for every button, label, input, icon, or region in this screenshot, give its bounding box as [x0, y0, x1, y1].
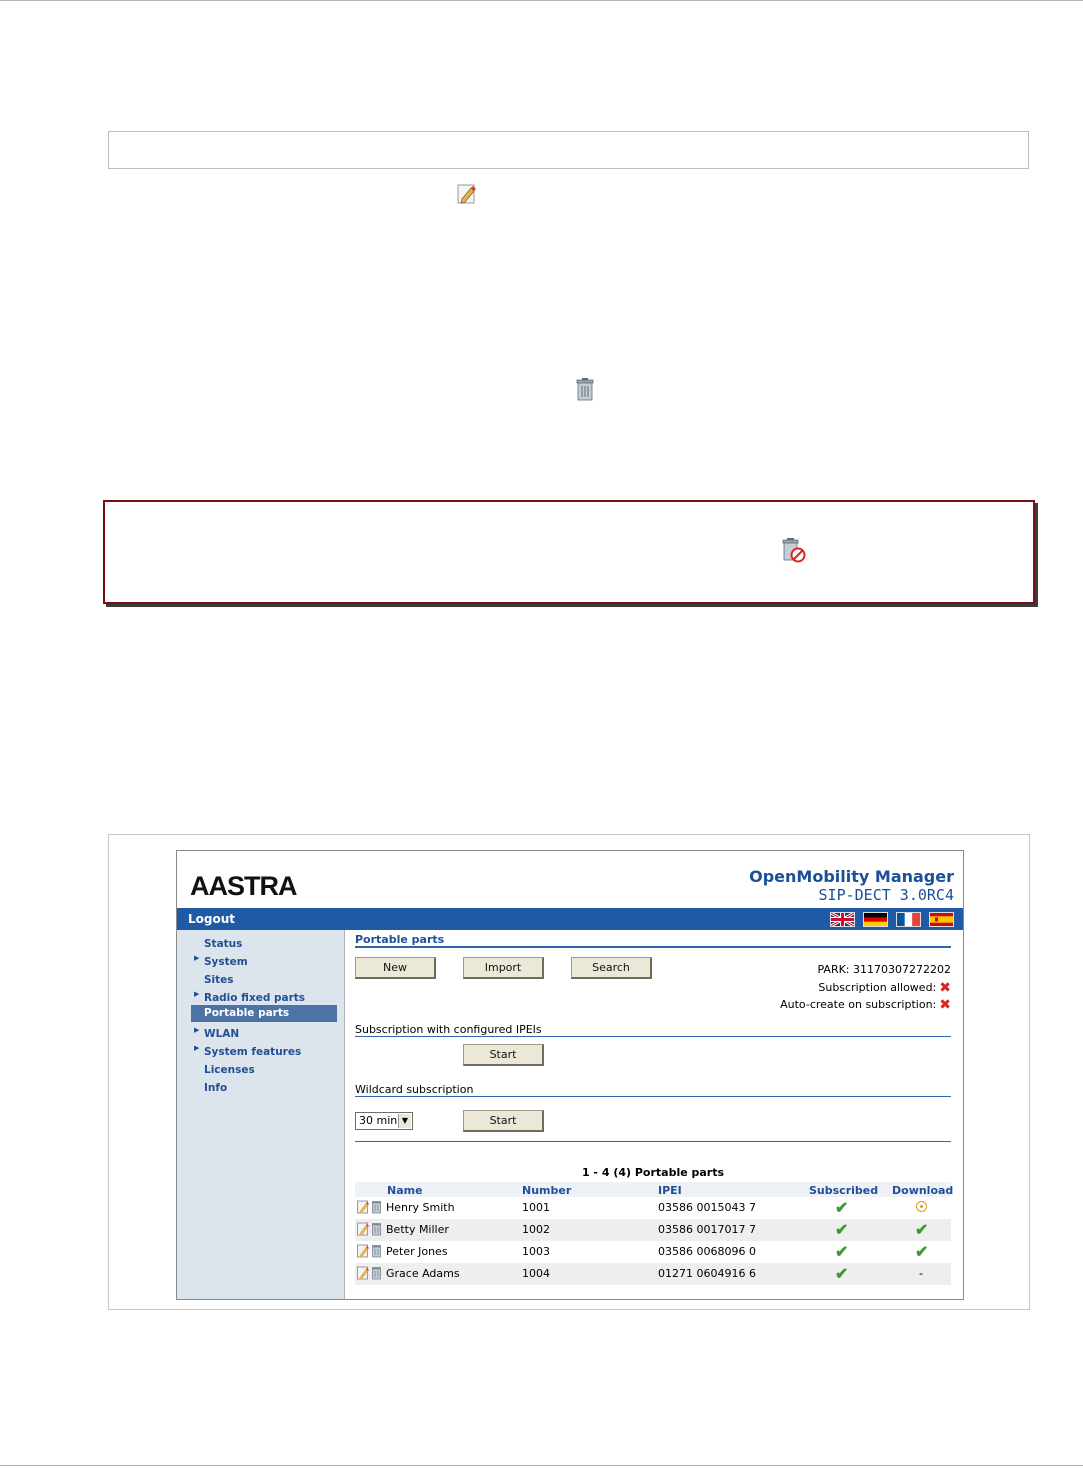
download-pending-icon — [916, 1201, 927, 1212]
trash-icon[interactable] — [371, 1266, 382, 1280]
column-header-subscribed[interactable]: Subscribed — [809, 1184, 879, 1197]
aastra-logo: AASTRA — [190, 871, 297, 901]
cell-name: Henry Smith — [386, 1201, 455, 1214]
section-divider — [355, 1096, 951, 1097]
section-title-portable-parts: Portable parts — [355, 933, 445, 946]
trash-icon[interactable] — [371, 1200, 382, 1214]
section-title-configured-ipeis: Subscription with configured IPEIs — [355, 1023, 542, 1036]
sidebar — [177, 930, 345, 1299]
trash-icon[interactable] — [371, 1222, 382, 1236]
expand-arrow-icon: ▶ — [194, 1045, 200, 1052]
expand-arrow-icon: ▶ — [194, 991, 200, 998]
cell-ipei: 03586 0017017 7 — [658, 1223, 756, 1236]
edit-icon[interactable] — [357, 1200, 370, 1214]
sidebar-item-info[interactable]: Info — [204, 1082, 228, 1094]
start-wildcard-button[interactable]: Start — [463, 1110, 544, 1132]
column-header-name[interactable]: Name — [387, 1184, 423, 1197]
search-button[interactable]: Search — [571, 957, 652, 979]
section-title-wildcard: Wildcard subscription — [355, 1083, 474, 1096]
cross-icon: ✖ — [939, 997, 951, 1013]
cell-name: Betty Miller — [386, 1223, 449, 1236]
edit-icon[interactable] — [357, 1266, 370, 1280]
top-bar — [177, 908, 963, 930]
expand-arrow-icon: ▶ — [194, 1027, 200, 1034]
cell-ipei: 03586 0068096 0 — [658, 1245, 756, 1258]
table-row — [355, 1263, 951, 1285]
sidebar-item-sites[interactable]: Sites — [204, 974, 234, 986]
logout-link[interactable]: Logout — [188, 912, 236, 926]
select-value: 30 min — [359, 1114, 398, 1127]
import-button[interactable]: Import — [463, 957, 544, 979]
download-none: - — [919, 1266, 923, 1280]
edit-icon[interactable] — [357, 1222, 370, 1236]
row-actions — [357, 1200, 382, 1214]
cell-number: 1003 — [522, 1245, 550, 1258]
cell-name: Peter Jones — [386, 1245, 448, 1258]
new-button[interactable]: New — [355, 957, 436, 979]
check-icon: ✔ — [835, 1222, 849, 1239]
fr-flag-icon[interactable] — [896, 912, 921, 927]
table-row — [355, 1219, 951, 1241]
check-icon: ✔ — [915, 1244, 929, 1261]
omm-screenshot — [176, 850, 964, 1300]
product-version: SIP-DECT 3.0RC4 — [818, 886, 954, 904]
sidebar-item-radio-fixed-parts[interactable]: Radio fixed parts — [204, 992, 306, 1004]
cell-name: Grace Adams — [386, 1267, 460, 1280]
section-divider — [355, 946, 951, 948]
cell-number: 1001 — [522, 1201, 550, 1214]
omm-header — [177, 851, 963, 907]
result-count: 1 - 4 (4) Portable parts — [581, 1166, 725, 1179]
sidebar-item-wlan[interactable]: WLAN — [204, 1028, 240, 1040]
page-bottom-rule — [0, 1465, 1083, 1466]
warning-box — [103, 500, 1035, 604]
main-content — [355, 930, 953, 1299]
de-flag-icon[interactable] — [863, 912, 888, 927]
trash-icon — [574, 377, 596, 407]
trash-icon[interactable] — [371, 1244, 382, 1258]
column-header-number[interactable]: Number — [522, 1184, 572, 1197]
cell-ipei: 01271 0604916 6 — [658, 1267, 756, 1280]
auto-create-label: Auto-create on subscription: — [780, 998, 937, 1011]
sidebar-item-licenses[interactable]: Licenses — [204, 1064, 255, 1076]
cell-number: 1002 — [522, 1223, 550, 1236]
uk-flag-icon[interactable] — [830, 912, 855, 927]
chevron-down-icon: ▼ — [398, 1114, 411, 1128]
cell-number: 1004 — [522, 1267, 550, 1280]
check-icon: ✔ — [915, 1222, 929, 1239]
page-top-rule — [0, 0, 1083, 1]
auto-create-row — [780, 997, 951, 1013]
sidebar-item-portable-parts[interactable] — [191, 1005, 337, 1022]
edit-icon — [457, 183, 478, 210]
expand-arrow-icon: ▶ — [194, 955, 200, 962]
product-name: OpenMobility Manager — [749, 867, 954, 886]
edit-icon[interactable] — [357, 1244, 370, 1258]
empty-text-box — [108, 131, 1029, 169]
check-icon: ✔ — [835, 1244, 849, 1261]
cell-ipei: 03586 0015043 7 — [658, 1201, 756, 1214]
check-icon: ✔ — [835, 1266, 849, 1283]
sidebar-item-system[interactable]: System — [204, 956, 248, 968]
check-icon: ✔ — [835, 1200, 849, 1217]
sidebar-item-label: Portable parts — [204, 1007, 290, 1019]
language-flags — [830, 912, 954, 927]
cross-icon: ✖ — [939, 980, 951, 996]
row-actions — [357, 1244, 382, 1258]
sidebar-item-status[interactable]: Status — [204, 938, 243, 950]
row-actions — [357, 1266, 382, 1280]
column-header-download[interactable]: Download — [892, 1184, 954, 1197]
start-configured-button[interactable]: Start — [463, 1044, 544, 1066]
delete-blocked-icon — [781, 537, 807, 569]
table-row — [355, 1197, 951, 1219]
es-flag-icon[interactable] — [929, 912, 954, 927]
sidebar-item-system-features[interactable]: System features — [204, 1046, 302, 1058]
subscription-allowed-label: Subscription allowed: — [818, 981, 937, 994]
subscription-allowed-row — [818, 980, 951, 996]
park-value: PARK: 31170307272202 — [817, 963, 951, 976]
section-divider — [355, 1141, 951, 1142]
row-actions — [357, 1222, 382, 1236]
wildcard-duration-select[interactable] — [355, 1112, 413, 1130]
section-divider — [355, 1036, 951, 1037]
table-row — [355, 1241, 951, 1263]
column-header-ipei[interactable]: IPEI — [658, 1184, 682, 1197]
